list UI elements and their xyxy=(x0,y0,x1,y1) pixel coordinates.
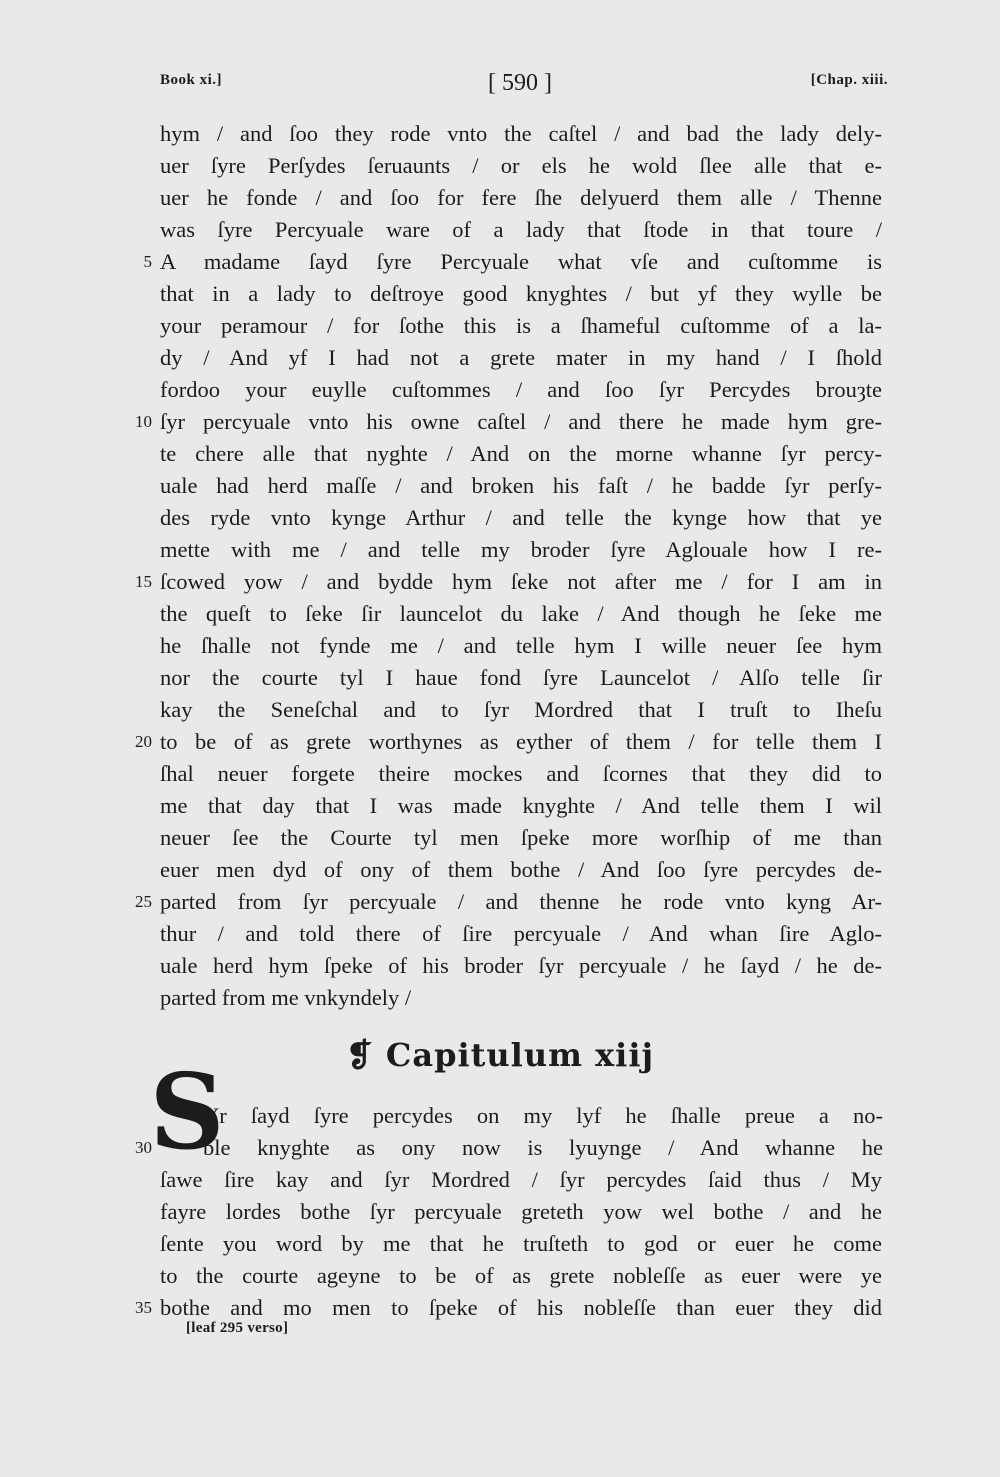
text-line: dy / And yf I had not a grete mater in my hand / I ſhold xyxy=(160,345,882,370)
text-line: he ſhalle not fynde me / and telle hym I wille neuer ſee hym xyxy=(160,633,882,658)
text-line: mette with me / and telle my broder ſyre Aglouale how I re- xyxy=(160,537,882,562)
text-line: fordoo your euylle cuſtommes / and ſoo ſyr Percydes brouȝte xyxy=(160,377,882,402)
line-number: 25 xyxy=(135,892,152,911)
text-line: uale had herd maſſe / and broken his faſt / he badde ſyr perſy- xyxy=(160,473,882,498)
text-line: parted from ſyr percyuale / and thenne he rode vnto kyng Ar- xyxy=(160,889,882,914)
text-line: neuer ſee the Courte tyl men ſpeke more worſhip of me than xyxy=(160,825,882,850)
line-number: 35 xyxy=(135,1298,152,1317)
text-line: ſcowed yow / and bydde hym ſeke not after me / for I am in xyxy=(160,569,882,594)
text-line: to be of as grete worthynes as eyther of them / for telle them I xyxy=(160,729,882,754)
leaf-note: [leaf 295 verso] xyxy=(186,1320,289,1336)
text-line: kay the Seneſchal and to ſyr Mordred that I truſt to Iheſu xyxy=(160,697,882,722)
chapter-heading: ❡ Capitulum xiij xyxy=(345,1036,655,1074)
text-line: uale herd hym ſpeke of his broder ſyr percyuale / he ſayd / he de- xyxy=(160,953,882,978)
text-line: ſente you word by me that he truſteth to god or euer he come xyxy=(160,1231,882,1256)
text-line: nor the courte tyl I haue fond ſyre Launcelot / Alſo telle ſir xyxy=(160,665,882,690)
text-line: des ryde vnto kynge Arthur / and telle the kynge how that ye xyxy=(160,505,882,530)
text-line: the queſt to ſeke ſir launcelot du lake / And though he ſeke me xyxy=(160,601,882,626)
line-number: 20 xyxy=(135,732,152,751)
text-line: euer men dyd of ony of them bothe / And ſoo ſyre percydes de- xyxy=(160,857,882,882)
running-head-chapter: [Chap. xiii. xyxy=(810,72,888,88)
line-number: 10 xyxy=(135,412,152,431)
text-line: ſhal neuer forgete theire mockes and ſcornes that they did to xyxy=(160,761,882,786)
page-number: [ 590 ] xyxy=(488,70,552,96)
text-line: thur / and told there of ſire percyuale / And whan ſire Aglo- xyxy=(160,921,882,946)
running-head-book: Book xi.] xyxy=(160,72,223,88)
text-line: parted from me vnkyndely / xyxy=(160,985,412,1010)
text-line: was ſyre Percyuale ware of a lady that ſtode in that toure / xyxy=(160,217,882,242)
text-line: me that day that I was made knyghte / And telle them I wil xyxy=(160,793,882,818)
drop-cap-initial: S xyxy=(149,1050,225,1173)
text-line: bothe and mo men to ſpeke of his nobleſſe than euer they did xyxy=(160,1295,882,1320)
line-number: 30 xyxy=(135,1138,152,1157)
line-number: 5 xyxy=(143,252,152,271)
text-line: ble knyghte as ony now is lyuynge / And whanne he xyxy=(203,1135,883,1160)
text-line: A madame ſayd ſyre Percyuale what vſe and cuſtomme is xyxy=(160,249,882,274)
text-line: hym / and ſoo they rode vnto the caſtel / and bad the lady dely- xyxy=(160,121,882,146)
text-line: uer ſyre Perſydes ſeruaunts / or els he wold ſlee alle that e- xyxy=(160,153,882,178)
text-line: that in a lady to deſtroye good knyghtes / but yf they wylle be xyxy=(160,281,882,306)
text-line: uer he fonde / and ſoo for fere ſhe delyuerd them alle / Thenne xyxy=(160,185,882,210)
text-line: fayre lordes bothe ſyr percyuale greteth yow wel bothe / and he xyxy=(160,1199,882,1224)
text-line: ſyr percyuale vnto his owne caſtel / and there he made hym gre- xyxy=(160,409,882,434)
line-number: 15 xyxy=(135,572,152,591)
text-line: Yr ſayd ſyre percydes on my lyf he ſhalle preue a no- xyxy=(203,1103,883,1128)
text-line: te chere alle that nyghte / And on the morne whanne ſyr percy- xyxy=(160,441,882,466)
text-line: ſawe ſire kay and ſyr Mordred / ſyr percydes ſaid thus / My xyxy=(160,1167,882,1192)
text-line: your peramour / for ſothe this is a ſhameful cuſtomme of a la- xyxy=(160,313,882,338)
text-line: to the courte ageyne to be of as grete nobleſſe as euer were ye xyxy=(160,1263,882,1288)
